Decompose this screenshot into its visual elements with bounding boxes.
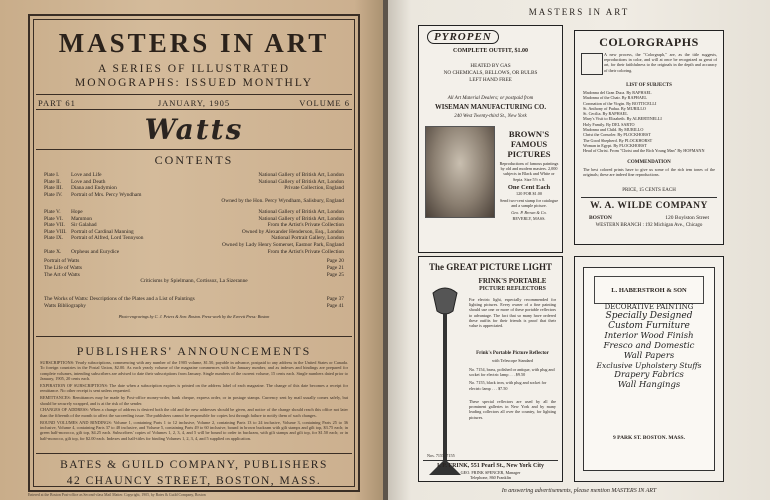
announcement-paragraph: CHANGES OF ADDRESS: When a change of address is desired both the old and the new addresses should be given, and notice of the change should reach this office not later than the fifteenth of the month to affect the succeeding issue. The publishers cannot be responsible for copies lost through failure to notify them of such changes. — [40, 407, 348, 418]
entry-note: Entered at the Boston Post-office as Second-class Mail Matter. Copyright, 1905, by Bates & Guild Company, Boston — [28, 493, 206, 497]
divider — [36, 453, 352, 454]
magazine-title: MASTERS IN ART — [58, 28, 330, 58]
contents-row: Watts Bibliography Page 41 — [44, 302, 344, 309]
cover-frame — [28, 14, 360, 492]
reflector-items: No. 7154, brass, polished or antique, with plug and socket for electric lamp . . . $9.50 No. 7155, black iron, with plug and socket for electric lamp . . . $7.50 — [469, 367, 555, 391]
plate-row: Plate IX. Portrait of Alfred, Lord Tennyson National Portrait Gallery, London — [44, 235, 344, 242]
frink-manager: GEO. FRINK SPENCER, Manager — [460, 470, 521, 475]
wilde-branch: WESTERN BRANCH : 192 Michigan Ave., Chicago — [595, 223, 703, 228]
contents-row: The Life of Watts Page 21 — [44, 264, 344, 271]
ornament-icon — [581, 53, 603, 75]
divider — [36, 109, 352, 110]
part-number: PART 61 — [38, 98, 76, 108]
divider — [36, 336, 352, 337]
plate-row: Owned by the Hon. Percy Wyndham, Salisbury, England — [221, 198, 344, 205]
frink-company: I. P. FRINK, 551 Pearl St., New York City — [436, 463, 545, 469]
announcement-paragraph: SUBSCRIPTIONS: Yearly subscriptions, commencing with any number of the 1905 volume, $1.50, payable in advance, postpaid to any address in the United States or Canada. To foreign countries in the Postal Union, $2.00. As each yearly volume of the magazine commences with the January number, and as indexes and bindings are prepared for complete volumes, intending subscribers are advised to date their subscriptions from January. Single numbers of the current volume, 15 cents each. Single numbers dated prior to January, 1905, 20 cents each. — [40, 360, 348, 382]
picture-light-title: The GREAT PICTURE LIGHT — [429, 262, 552, 272]
publishers-announcements — [40, 360, 348, 443]
pyropen-outfit: COMPLETE OUTFIT, $1.00 — [453, 48, 528, 54]
frink-description: For electric light, especially recommended for lighting pictures. Every owner of a fine painting should use one or more of these portable reflectors to advantage. The fact that so many have ordered these outfits for their friends is proof that their value is appreciated. — [469, 297, 556, 329]
running-header: MASTERS IN ART — [528, 7, 630, 17]
subjects-list: Madonna del Gran Duca. By RAPHAEL Madonna of the Chair. By RAPHAEL Coronation of the Virgin. By BOTTICELLI St. Anthony of Padua. By MURILLO St. Cecilia. By RAPHAEL Mary's Visit to Elizabeth. By ALBERTINELLI Holy Family. By DEL SARTO Madonna and Child. By MURILLO Christ the Consoler. By PLOCKHORST The Good Shepherd. By PLOCKHORST Woman in Egypt. By PLOCKHORST Head of Christ. From "Christ and the Rich Young Man" By HOFMANN — [583, 90, 705, 154]
colorgraphs-ad — [574, 30, 724, 245]
colorgraphs-intro: A new process, the "Colorgraph," are, as the title suggests, reproductions in color, and will at once be recognized as great of art, for their faithfulness to the originals in the depth and accuracy of their coloring. — [604, 52, 717, 73]
wilde-address: 120 Boylston Street — [665, 215, 709, 221]
pyropen-ad — [418, 25, 563, 253]
plate-row: Owned by Lady Henry Somerset, Eastnor Park, England — [221, 241, 344, 248]
frink-phone: Telephone, 860 Franklin — [470, 475, 511, 480]
frink-sub2: PICTURE REFLECTORS — [479, 286, 546, 292]
publisher-name: BATES & GUILD COMPANY, PUBLISHERS — [60, 459, 328, 471]
pyropen-company: WISEMAN MANUFACTURING CO. — [434, 104, 547, 111]
colorgraphs-title: COLORGRAPHS — [599, 35, 699, 49]
subtitle-line-1: A SERIES OF ILLUSTRATED — [98, 63, 290, 75]
wilde-city: BOSTON — [589, 215, 612, 221]
issue-date: JANUARY, 1905 — [157, 98, 231, 108]
reflector-heading: Frink's Portable Picture Reflector — [476, 351, 549, 356]
plate-row: Plate IV. Portrait of Mrs. Percy Wyndham — [44, 191, 142, 198]
divider — [36, 149, 352, 150]
announcement-paragraph: REMITTANCES: Remittances may be made by Post-office money-order, bank cheque, express order, or in postage stamps. Currency sent by mail usually comes safely, but should be securely wrapped, and is at the risk of the sender. — [40, 395, 348, 406]
right-page — [388, 0, 770, 500]
pyropen-dealers: All Art Material Dealers; or postpaid from — [447, 96, 534, 101]
lamp-illustration — [425, 283, 465, 478]
haberstroh-address: 9 PARK ST. BOSTON. MASS. — [613, 435, 685, 441]
haberstroh-ad — [574, 256, 724, 482]
commendation-text: The best colored prints have to give us some of the rich tem tones of the originals; these are indeed fine reproductions. — [583, 167, 715, 178]
pyropen-features: HEATED BY GAS NO CHEMICALS, BELLOWS, OR BULBS LEFT HAND FREE — [443, 63, 538, 83]
contents-row: The Art of Watts Page 25 — [44, 271, 344, 278]
browns-pictures-ad: BROWN'S FAMOUS PICTURES Reproductions of famous paintings by old and modern masters. 2,000 subjects in Black and White or Sepia. Size 5½ x 8. One Cent Each 120 FOR $1.00 Send two-cent stamp for catalogue and a sample picture. Geo. P. Brown & Co. BEVERLY, MASS. — [499, 129, 559, 221]
plate-row: Plate III. Diana and Endymion Private Collection, England — [44, 185, 344, 192]
announcement-paragraph: EXPIRATION OF SUBSCRIPTIONS: The date when a subscription expires is printed on the address label of each magazine. The change of this date becomes a receipt for remittance. No other receipt is sent unless requested. — [40, 383, 348, 394]
picture-light-ad — [418, 256, 563, 482]
haberstroh-name: L. HABERSTROH & SON — [611, 287, 687, 294]
commendation-heading: COMMENDATION — [627, 160, 671, 165]
publisher-address: 42 CHAUNCY STREET, BOSTON, MASS. — [66, 475, 322, 487]
contents-row: Portrait of Watts Page 20 — [44, 258, 344, 264]
subjects-heading: LIST OF SUBJECTS — [626, 83, 672, 88]
madonna-portrait-image — [425, 126, 495, 218]
plate-row: Plate VII. Sir Galahad From the Artist's Private Collection — [44, 222, 344, 229]
reflector-subheading: with Telescope Standard — [491, 358, 534, 363]
plate-row: Plate VIII. Portrait of Cardinal Manning Owned by Alexander Henderson, Esq., London — [44, 228, 344, 235]
plate-row: Plate I. Love and Life National Gallery of British Art, London — [44, 172, 344, 178]
volume-number: VOLUME 6 — [299, 98, 350, 108]
divider — [36, 94, 352, 95]
contents-row: Criticisms by Spielmann, Cortissoz, La Sizeranne — [140, 278, 248, 285]
magazine-subtitle — [30, 62, 358, 90]
contents-row: The Works of Watts: Descriptions of the Plates and a List of Paintings Page 37 — [44, 296, 344, 302]
contents-misc — [44, 296, 344, 310]
artist-name: Watts — [144, 113, 244, 146]
wilde-company: W. A. WILDE COMPANY — [590, 201, 708, 211]
haberstroh-services: DECORATIVE PAINTING Specially Designed Custom Furniture Interior Wood Finish Fresco and Domestic Wall Papers Exclusive Upholstery Stuffs Drapery Fabrics Wall Hangings — [596, 303, 702, 390]
subtitle-line-2: MONOGRAPHS: ISSUED MONTHLY — [74, 77, 314, 89]
plates-list — [44, 172, 344, 255]
photo-credit: Photo-engravings by C. J. Peters & Son: Boston. Press-work by the Everett Press: Boston — [118, 314, 270, 319]
publishers-heading: PUBLISHERS' ANNOUNCEMENTS — [76, 344, 312, 358]
frink-sub1: FRINK'S PORTABLE — [478, 277, 547, 285]
colorgraphs-price: PRICE, 15 CENTS EACH — [622, 188, 676, 193]
contents-misc — [44, 258, 344, 285]
advertising-note: In answering advertisements, please mention MASTERS IN ART — [501, 488, 657, 494]
pyropen-brand: PYROPEN — [427, 30, 499, 44]
plate-row: Plate II. Love and Death National Gallery of British Art, London — [44, 178, 344, 185]
pyropen-address: 240 West Twenty-third St., New York — [454, 114, 527, 119]
announcement-paragraph: BOUND VOLUMES AND BINDINGS: Volume 1, containing Parts 1 to 12 inclusive, Volume 2, containing Parts 13 to 24 inclusive, Volume 3, containing Parts 25 to 36 inclusive, Volume 4, containing Parts 37 to 48 inclusive, and Volume 5, containing Parts 49 to 60 inclusive, bound in brown buckram with gilt stamps and gilt top, $3.75 each; in green half-morocco, gilt top, $4.25 each. Subscribers' copies of Volumes 1, 2, 3, 4, and 5 will be bound to order in buckram, with gilt stamps and gilt top, for $1.50 each; or in half-morocco, gilt top, for $2.00 each. Indexes and half-titles for binding Volumes 1, 2, 3, 4, and 5 supplied on application. — [40, 419, 348, 441]
contents-heading: CONTENTS — [154, 153, 234, 167]
plate-row: Plate VI. Mammon National Gallery of British Art, London — [44, 215, 344, 222]
plate-row: Plate X. Orpheus and Eurydice From the Artist's Private Collection — [44, 248, 344, 255]
reflector-special: These special reflectors are used by all the prominent galleries in New York and by many leading collectors all over the country, for lighting pictures. — [469, 399, 556, 420]
plate-row: Plate V. Hope National Gallery of British Art, London — [44, 208, 344, 215]
reflector-numbers: Nos. 7155, 7155 — [427, 453, 455, 458]
